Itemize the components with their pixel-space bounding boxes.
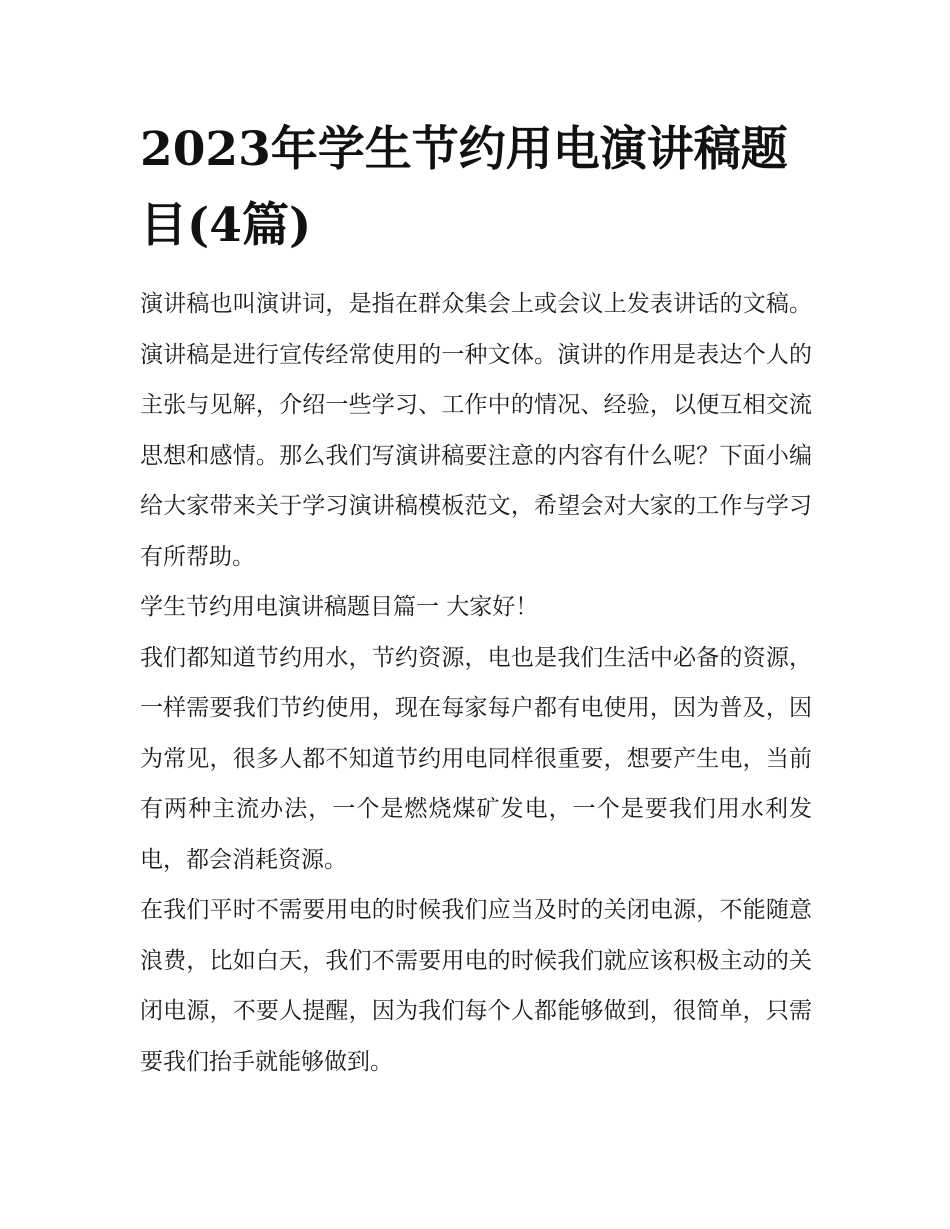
paragraph-turn-off-power: 在我们平时不需要用电的时候我们应当及时的关闭电源，不能随意浪费，比如白天，我们不需要用电的时候我们就应该积极主动的关闭电源，不要人提醒，因为我们每个人都能够做到，很简单，只需要我们抬手就能够做到。 <box>140 897 812 1075</box>
document-title: 2023年学生节约用电演讲稿题目(4篇) <box>140 122 788 253</box>
paragraph-save-resources: 我们都知道节约用水，节约资源，电也是我们生活中必备的资源，一样需要我们节约使用，现在每家每户都有电使用，因为普及，因为常见，很多人都不知道节约用电同样很重要，想要产生电，当前有两种主流办法，一个是燃烧煤矿发电，一个是要我们用水利发电，都会消耗资源。 <box>140 644 812 873</box>
paragraph-section-heading: 学生节约用电演讲稿题目篇一 大家好！ <box>140 594 539 620</box>
paragraph-intro: 演讲稿也叫演讲词，是指在群众集会上或会议上发表讲话的文稿。演讲稿是进行宣传经常使用的一种文体。演讲的作用是表达个人的主张与见解，介绍一些学习、工作中的情况、经验，以便互相交流思想和感情。那么我们写演讲稿要注意的内容有什么呢？下面小编给大家带来关于学习演讲稿模板范文，希望会对大家的工作与学习有所帮助。 <box>140 291 812 570</box>
document-content <box>140 112 812 1087</box>
document-body <box>140 279 812 1087</box>
